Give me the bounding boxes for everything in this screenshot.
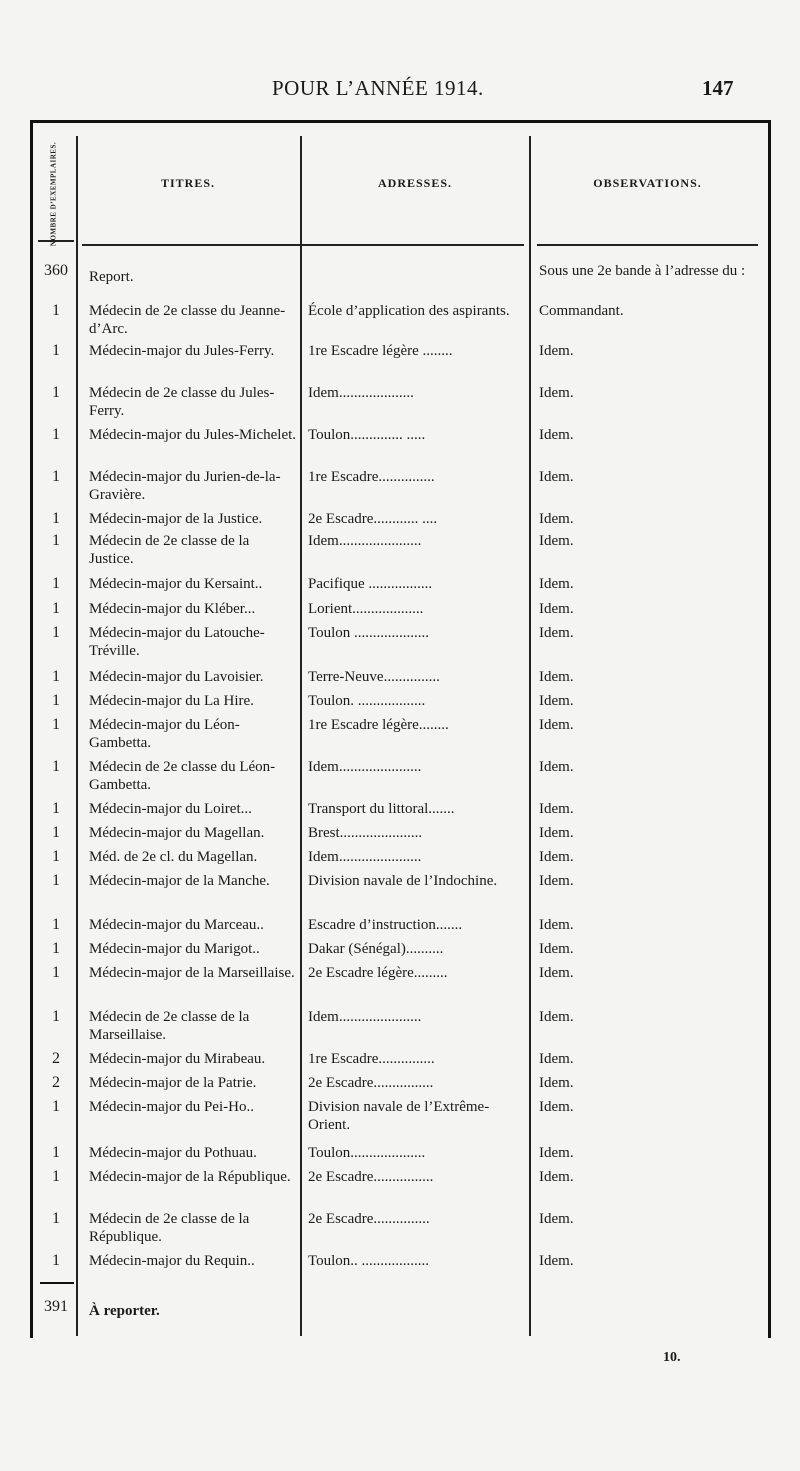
- row-observation: Idem.: [539, 469, 574, 485]
- row-observation: Idem.: [539, 917, 574, 933]
- row-count: 1: [52, 668, 60, 685]
- row-count: 360: [44, 262, 68, 279]
- column-header-observations: OBSERVATIONS.: [593, 176, 702, 190]
- column-divider: [76, 136, 78, 1336]
- row-address: Division navale de l’Extrême-Orient.: [308, 1099, 490, 1133]
- row-count: 1: [52, 1252, 60, 1269]
- column-header-titles: TITRES.: [160, 176, 216, 190]
- row-address: Lorient...................: [308, 601, 424, 617]
- row-address: Idem......................: [308, 759, 422, 775]
- row-observation: Idem.: [539, 1145, 574, 1161]
- row-address: École d’application des aspirants.: [308, 303, 510, 319]
- row-observation: Idem.: [539, 825, 574, 841]
- column-header-addresses: ADRESSES.: [377, 176, 453, 190]
- row-observation: Idem.: [539, 1009, 574, 1025]
- row-title: Médecin-major du Loiret...: [89, 801, 252, 817]
- row-title: Médecin-major du Jurien-de-la-Gravière.: [89, 469, 281, 503]
- row-observation: Idem.: [539, 601, 574, 617]
- row-address: Toulon.. ..................: [308, 1253, 430, 1269]
- column-header-count: NOMBRE D’EXEMPLAIRES.: [49, 141, 58, 247]
- row-address: Pacifique .................: [308, 576, 433, 592]
- row-address: Idem......................: [308, 849, 422, 865]
- row-observation: Idem.: [539, 669, 574, 685]
- row-title: Médecin de 2e classe de la Marseillaise.: [89, 1009, 250, 1043]
- row-observation: Idem.: [539, 759, 574, 775]
- row-count: 1: [52, 916, 60, 933]
- row-address: Toulon. ..................: [308, 693, 426, 709]
- row-address: 1re Escadre...............: [308, 1051, 435, 1067]
- row-count: 1: [52, 872, 60, 889]
- row-observation: Idem.: [539, 343, 574, 359]
- row-title: Médecin-major du La Hire.: [89, 693, 254, 709]
- row-observation: Idem.: [539, 1051, 574, 1067]
- row-observation: Idem.: [539, 1211, 574, 1227]
- total-rule: [40, 1282, 74, 1284]
- row-count: 1: [52, 468, 60, 485]
- row-address: Division navale de l’Indochine.: [308, 873, 498, 889]
- row-title: Médecin-major du Kléber...: [89, 601, 256, 617]
- page-title: POUR L’ANNÉE 1914.: [272, 76, 484, 100]
- row-title: Médecin-major du Pei-Ho..: [89, 1099, 254, 1115]
- row-observation: Idem.: [539, 533, 574, 549]
- row-count: 1: [52, 1144, 60, 1161]
- row-observation: Idem.: [539, 717, 574, 733]
- row-title: Médecin-major de la Marseillaise.: [89, 965, 295, 981]
- row-address: 1re Escadre légère........: [308, 717, 449, 733]
- row-count: 1: [52, 426, 60, 443]
- row-observation: Idem.: [539, 693, 574, 709]
- row-observation: Idem.: [539, 801, 574, 817]
- row-count: 1: [52, 1210, 60, 1227]
- row-count: 1: [52, 964, 60, 981]
- row-address: 1re Escadre légère ........: [308, 343, 453, 359]
- row-title: Médecin-major de la République.: [89, 1169, 291, 1185]
- row-address: 2e Escadre...............: [308, 1211, 430, 1227]
- row-title: Médecin-major du Léon-Gambetta.: [89, 717, 240, 751]
- row-title: Médecin-major du Pothuau.: [89, 1145, 257, 1161]
- row-observation: Commandant.: [539, 303, 624, 319]
- row-title: Médecin-major de la Patrie.: [89, 1075, 257, 1091]
- row-count: 1: [52, 1098, 60, 1115]
- header-rule: [82, 244, 524, 246]
- row-address: Escadre d’instruction.......: [308, 917, 463, 933]
- row-title: Médecin de 2e classe du Jules-Ferry.: [89, 385, 275, 419]
- row-count: 1: [52, 342, 60, 359]
- row-title: Médecin-major du Kersaint..: [89, 576, 263, 592]
- row-observation: Idem.: [539, 1075, 574, 1091]
- row-address: Brest......................: [308, 825, 423, 841]
- row-count: 1: [52, 532, 60, 549]
- row-observation: Idem.: [539, 873, 574, 889]
- row-address: Idem....................: [308, 385, 414, 401]
- row-count: 1: [52, 940, 60, 957]
- row-title: Médecin-major du Jules-Ferry.: [89, 343, 275, 359]
- row-address: Idem......................: [308, 533, 422, 549]
- row-address: 1re Escadre...............: [308, 469, 435, 485]
- row-observation: Idem.: [539, 849, 574, 865]
- row-count: 1: [52, 1008, 60, 1025]
- page-header: [0, 72, 800, 104]
- row-address: 2e Escadre................: [308, 1075, 434, 1091]
- header-rule: [537, 244, 758, 246]
- row-count: 1: [52, 758, 60, 775]
- row-count: 1: [52, 302, 60, 319]
- row-title: Médecin de 2e classe de la Justice.: [89, 533, 250, 567]
- row-title: Report.: [89, 269, 134, 285]
- row-address: Transport du littoral.......: [308, 801, 455, 817]
- row-count: 1: [52, 384, 60, 401]
- row-count: 1: [52, 600, 60, 617]
- row-title: Médecin de 2e classe du Jeanne-d’Arc.: [89, 303, 286, 337]
- row-count: 1: [52, 692, 60, 709]
- row-observation: Sous une 2e bande à l’adresse du :: [539, 263, 746, 279]
- row-address: 2e Escadre................: [308, 1169, 434, 1185]
- row-observation: Idem.: [539, 1169, 574, 1185]
- column-divider: [529, 136, 531, 1336]
- signature-mark: 10.: [663, 1350, 681, 1365]
- row-observation: Idem.: [539, 511, 574, 527]
- row-address: 2e Escadre............ ....: [308, 511, 438, 527]
- row-title: Médecin-major du Jules-Michelet.: [89, 427, 297, 443]
- row-title: Médecin-major de la Manche.: [89, 873, 270, 889]
- row-title: Méd. de 2e cl. du Magellan.: [89, 849, 258, 865]
- row-count: 1: [52, 716, 60, 733]
- row-count: 1: [52, 1168, 60, 1185]
- total-label: À reporter.: [89, 1303, 160, 1319]
- row-count: 1: [52, 824, 60, 841]
- page-number: 147: [702, 76, 734, 100]
- row-observation: Idem.: [539, 1099, 574, 1115]
- row-title: Médecin-major du Latouche-Tréville.: [89, 625, 265, 659]
- row-observation: Idem.: [539, 385, 574, 401]
- row-observation: Idem.: [539, 941, 574, 957]
- row-title: Médecin-major du Requin..: [89, 1253, 255, 1269]
- row-count: 1: [52, 575, 60, 592]
- row-title: Médecin-major de la Justice.: [89, 511, 263, 527]
- row-title: Médecin-major du Mirabeau.: [89, 1051, 266, 1067]
- row-observation: Idem.: [539, 576, 574, 592]
- row-title: Médecin de 2e classe de la République.: [89, 1211, 250, 1245]
- row-count: 1: [52, 624, 60, 641]
- row-observation: Idem.: [539, 965, 574, 981]
- row-observation: Idem.: [539, 625, 574, 641]
- row-address: Toulon ....................: [308, 625, 430, 641]
- column-divider: [300, 136, 302, 1336]
- row-count: 2: [52, 1074, 60, 1091]
- row-count: 1: [52, 510, 60, 527]
- total-count: 391: [44, 1298, 68, 1315]
- row-address: Idem......................: [308, 1009, 422, 1025]
- row-address: Terre-Neuve...............: [308, 669, 440, 685]
- row-address: Toulon.............. .....: [308, 427, 426, 443]
- row-count: 1: [52, 848, 60, 865]
- row-title: Médecin-major du Lavoisier.: [89, 669, 264, 685]
- row-observation: Idem.: [539, 1253, 574, 1269]
- row-title: Médecin-major du Magellan.: [89, 825, 265, 841]
- row-count: 1: [52, 800, 60, 817]
- row-title: Médecin-major du Marigot..: [89, 941, 260, 957]
- row-count: 2: [52, 1050, 60, 1067]
- row-address: 2e Escadre légère.........: [308, 965, 448, 981]
- row-title: Médecin-major du Marceau..: [89, 917, 264, 933]
- row-address: Dakar (Sénégal)..........: [308, 941, 444, 957]
- row-title: Médecin de 2e classe du Léon-Gambetta.: [89, 759, 276, 793]
- row-address: Toulon....................: [308, 1145, 426, 1161]
- row-observation: Idem.: [539, 427, 574, 443]
